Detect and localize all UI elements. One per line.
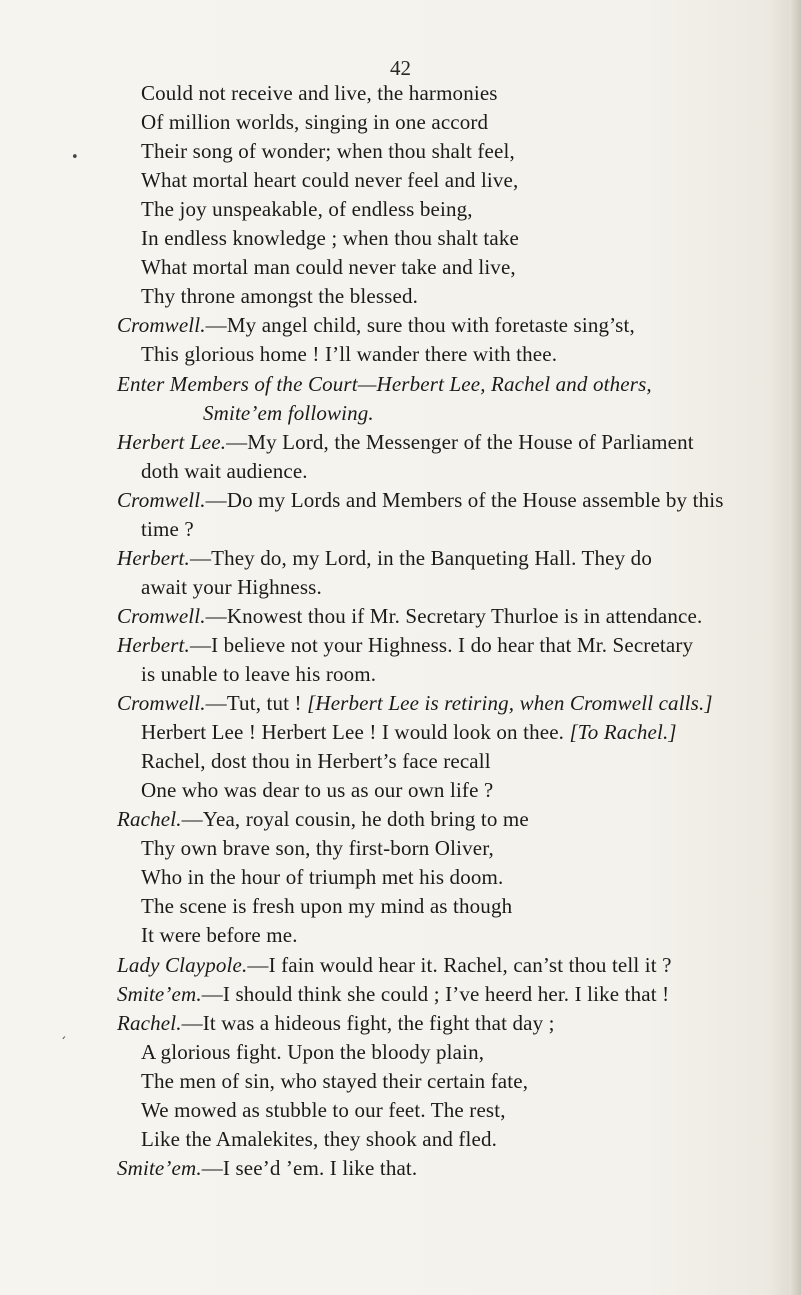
text-line bbox=[117, 485, 724, 515]
line-text: Thy throne amongst the blessed. bbox=[141, 284, 419, 309]
line-text: —Yea, royal cousin, he doth bring to me bbox=[181, 807, 529, 832]
text-line bbox=[141, 252, 516, 282]
text-line bbox=[117, 630, 693, 660]
text-line bbox=[141, 456, 308, 486]
stray-mark: • bbox=[71, 150, 79, 165]
text-line bbox=[203, 398, 374, 428]
text-line bbox=[141, 1037, 484, 1067]
line-text: Of million worlds, singing in one accord bbox=[141, 110, 489, 135]
speaker-name: Cromwell. bbox=[117, 487, 206, 512]
line-text: Who in the hour of triumph met his doom. bbox=[141, 865, 504, 890]
line-text: doth wait audience. bbox=[141, 458, 308, 483]
line-text: time ? bbox=[141, 516, 194, 541]
speaker-name: Cromwell. bbox=[117, 603, 206, 628]
stage-direction: [To Rachel.] bbox=[569, 720, 677, 745]
text-line bbox=[141, 223, 519, 253]
speaker-name: Cromwell. bbox=[117, 313, 206, 338]
line-text: We mowed as stubble to our feet. The rest, bbox=[141, 1097, 506, 1122]
line-text: —I fain would hear it. Rachel, can’st thou tell it ? bbox=[247, 952, 672, 977]
line-text: What mortal man could never take and live, bbox=[141, 255, 516, 280]
text-line bbox=[117, 427, 694, 457]
line-text: await your Highness. bbox=[141, 574, 322, 599]
line-text: is unable to leave his room. bbox=[141, 662, 377, 686]
text-line bbox=[141, 1095, 506, 1125]
text-line bbox=[117, 804, 529, 834]
speaker-name: Rachel. bbox=[117, 807, 182, 832]
line-text: —Knowest thou if Mr. Secretary Thurloe is in attendance. bbox=[205, 603, 703, 628]
line-text: The joy unspeakable, of endless being, bbox=[141, 197, 473, 222]
line-text: —Tut, tut ! bbox=[205, 691, 308, 716]
line-text: Could not receive and live, the harmonies bbox=[141, 81, 498, 105]
text-line bbox=[141, 891, 512, 921]
line-text: —They do, my Lord, in the Banqueting Hall. They do bbox=[189, 545, 652, 570]
text-line bbox=[141, 136, 515, 166]
text-line bbox=[117, 601, 702, 631]
text-line bbox=[141, 572, 322, 602]
page-number: 42 bbox=[390, 56, 411, 80]
line-text: —I should think she could ; I’ve heerd her. I like that ! bbox=[201, 981, 670, 1006]
text-line bbox=[117, 688, 713, 718]
line-text: —It was a hideous fight, the fight that day ; bbox=[181, 1010, 555, 1035]
speaker-name: Cromwell. bbox=[117, 691, 206, 716]
line-text: —My Lord, the Messenger of the House of Parliament bbox=[226, 429, 694, 454]
line-text: Herbert Lee ! Herbert Lee ! I would look on thee. bbox=[141, 720, 570, 745]
line-text: Their song of wonder; when thou shalt feel, bbox=[141, 139, 515, 164]
stage-direction: Enter Members of the Court—Herbert Lee, Rachel and others, bbox=[117, 371, 652, 396]
text-line bbox=[141, 339, 557, 369]
text-line bbox=[141, 717, 677, 747]
page-edge-shadow bbox=[789, 0, 801, 1295]
speaker-name: Herbert. bbox=[117, 545, 190, 570]
text-line bbox=[117, 1153, 417, 1183]
line-text: The scene is fresh upon my mind as though bbox=[141, 894, 513, 919]
line-text: One who was dear to us as our own life ? bbox=[141, 778, 494, 803]
speaker-name: Herbert Lee. bbox=[117, 429, 227, 454]
line-text: —I believe not your Highness. I do hear that Mr. Secretary bbox=[189, 632, 694, 657]
text-line bbox=[141, 659, 376, 689]
text-line bbox=[141, 514, 194, 544]
text-line bbox=[117, 1008, 555, 1038]
line-text: —Do my Lords and Members of the House assemble by this bbox=[205, 487, 724, 512]
text-line bbox=[141, 1066, 528, 1096]
speaker-name: Smite’em. bbox=[117, 1155, 202, 1180]
line-text: Rachel, dost thou in Herbert’s face recall bbox=[141, 749, 491, 774]
text-line bbox=[141, 833, 494, 863]
line-text: —I see’d ’em. I like that. bbox=[201, 1155, 418, 1180]
text-line bbox=[117, 950, 672, 980]
text-line bbox=[141, 78, 498, 108]
text-line bbox=[141, 920, 298, 950]
speaker-name: Smite’em. bbox=[117, 981, 202, 1006]
line-text: In endless knowledge ; when thou shalt take bbox=[141, 226, 519, 251]
text-line bbox=[117, 543, 652, 573]
text-line bbox=[117, 310, 635, 340]
text-line bbox=[141, 281, 418, 311]
text-line bbox=[141, 194, 473, 224]
line-text: The men of sin, who stayed their certain fate, bbox=[141, 1068, 529, 1093]
line-text: This glorious home ! I’ll wander there with thee. bbox=[141, 342, 558, 367]
line-text: —My angel child, sure thou with foretaste sing’st, bbox=[205, 313, 635, 338]
line-text: What mortal heart could never feel and live, bbox=[141, 168, 519, 193]
text-line bbox=[141, 775, 493, 805]
speaker-name: Lady Claypole. bbox=[117, 952, 248, 977]
line-text: It were before me. bbox=[141, 923, 298, 948]
line-text: Thy own brave son, thy first-born Oliver, bbox=[141, 836, 494, 861]
stray-mark: ˏ bbox=[60, 1025, 67, 1040]
line-text: A glorious fight. Upon the bloody plain, bbox=[141, 1039, 485, 1064]
speaker-name: Rachel. bbox=[117, 1010, 182, 1035]
stage-direction: [Herbert Lee is retiring, when Cromwell calls.] bbox=[307, 691, 713, 716]
text-line bbox=[141, 1124, 497, 1154]
text-line bbox=[117, 979, 669, 1009]
text-line bbox=[141, 107, 488, 137]
text-line bbox=[141, 862, 503, 892]
text-line bbox=[141, 746, 491, 776]
speaker-name: Herbert. bbox=[117, 632, 190, 657]
line-text: Like the Amalekites, they shook and fled. bbox=[141, 1126, 498, 1151]
text-line bbox=[117, 369, 652, 399]
stage-direction: Smite’em following. bbox=[203, 400, 374, 425]
text-line bbox=[141, 165, 518, 195]
